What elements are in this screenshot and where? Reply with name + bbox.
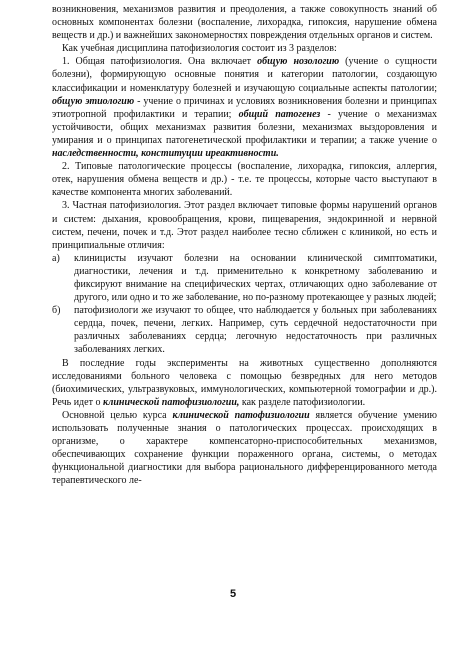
section-2-typical-processes: 2. Типовые патологические процессы (воспаление, лихорадка, гипоксия, аллергия, отек, нарушения обмена веществ и др.) - т.е. те процессы, которые часто выступают в качестве компонента многих заболеваний.	[52, 161, 437, 199]
text-span: (учение о сущности болезни), формирующую основные понятия и категории патологии, создающую классификации и номенклатуру болезней и изучающую социальные аспекты патологии;	[52, 56, 437, 94]
difference-item-b	[52, 304, 437, 356]
list-marker: а)	[52, 252, 60, 264]
list-item-text: клиницисты изучают болезни на основании клинической симптоматики, диагностики, лечения и т.д. применительно к конкретному заболеванию и фиксируют внимание на специфических чертах, отличающих одно заболевание от другого, или одно и то же заболевание, но по-разному протекающее у разных людей;	[74, 252, 437, 304]
page-number: 5	[229, 588, 237, 600]
emphasis-clinical-pathophysiology: клинической патофизиологии	[172, 409, 310, 421]
paragraph-sections-intro: Как учебная дисциплина патофизиология состоит из 3 разделов:	[62, 43, 337, 55]
text-span: как разделе патофизиологии.	[239, 396, 366, 408]
text-span: - учение о механизмах устойчивости, общих механизмах развития болезни, механизмах выздоровления и умирания и о принципах патогенетической профилактики и терапии; а также учение о	[52, 108, 438, 146]
text-span: - учение о причинах и условиях возникновения болезни и принципах этиотропной профилактики и терапии;	[52, 95, 437, 120]
section-1-general-pathophysiology	[52, 55, 437, 160]
text-span: В последние годы эксперименты на животных существенно дополняются исследованиями больного человека с помощью безвредных для него методов (биохимических, ультразвуковых, иммунологических, компьютерной томографии и др.). Речь идет о	[52, 357, 437, 408]
emphasis-general-etiology: общую этиологию	[52, 95, 135, 107]
paragraph-clinical-pathophysiology	[52, 357, 437, 409]
emphasis-general-nosology: общую нозологию	[257, 56, 340, 68]
difference-item-a	[52, 252, 437, 304]
emphasis-clinical-pathophysiology: клинической патофизиологии,	[102, 396, 240, 408]
section-3-particular-pathophysiology: 3. Частная патофизиология. Этот раздел включает типовые формы нарушений органов и систем: дыхания, кровообращения, крови, пищеварения, эндокринной и нервной систем, печени, почек и т.д. Этот раздел наиболее тесно сближен с клиникой, но есть и принципиальные отличия:	[52, 200, 437, 251]
text-span: является обучение умению использовать полученные знания о патологических процессах. происходящих в организме, о характере компенсаторно-приспособительных механизмов, обеспечивающих сохранение функции пораженного органа, системы, о методах функциональной диагностики для выбора рационального дифференцированного метода терапевтического ле-	[52, 409, 438, 487]
paragraph-course-goal	[52, 409, 437, 488]
emphasis-general-pathogenesis: общий патогенез	[238, 108, 321, 120]
paragraph-continuation: возникновения, механизмов развития и преодоления, а также совокупность знаний об основных компонентах болезни (воспаление, лихорадка, гипоксия, нарушение обмена веществ и др.) и важнейших закономерностях повреждения отдельных органов и систем.	[52, 4, 437, 42]
emphasis-heredity-reactivity: наследственности, конституции иреактивности.	[52, 148, 279, 160]
text-span: Основной целью курса	[62, 409, 173, 421]
text-span: 1. Общая патофизиология. Она включает	[62, 56, 258, 68]
list-item-text: патофизиологи же изучают то общее, что наблюдается у больных при заболеваниях сердца, почек, печени, легких. Например, суть сердечной недостаточности при различных заболеваниях сердца; легочную недостаточность при различных заболеваниях легких.	[74, 305, 437, 356]
list-marker: б)	[52, 305, 61, 317]
